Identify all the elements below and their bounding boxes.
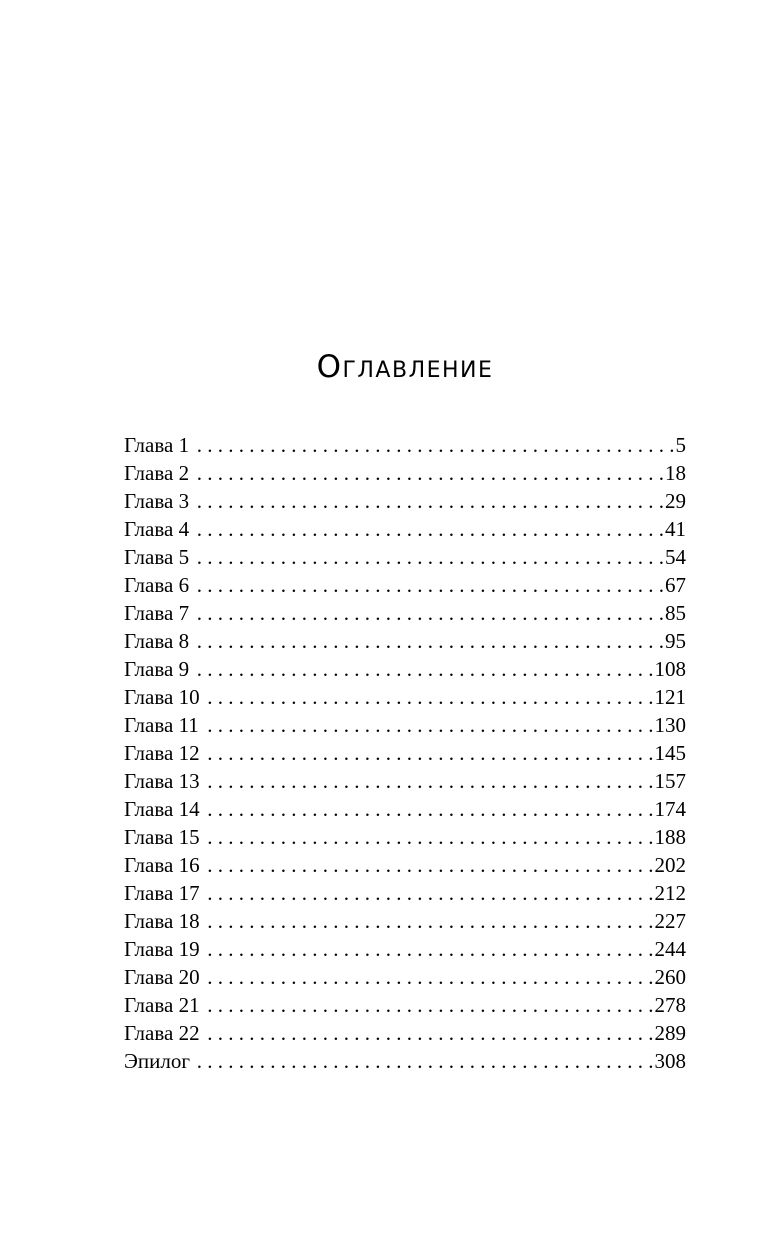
- toc-entry-label: Глава 20: [124, 965, 200, 989]
- dot-leader: [193, 431, 674, 459]
- toc-entry: [124, 487, 686, 515]
- dot-leader: [204, 767, 654, 795]
- toc-entry-page-number: 278: [654, 993, 686, 1017]
- toc-entry-label: Глава 16: [124, 853, 200, 877]
- toc-entry-label: Глава 5: [124, 545, 190, 569]
- toc-entry-label: Глава 10: [124, 685, 200, 709]
- toc-entry-page-number: 108: [654, 657, 686, 681]
- toc-entry: [124, 459, 686, 487]
- toc-entry-label: Глава 4: [124, 517, 190, 541]
- toc-entry-label: Глава 18: [124, 909, 200, 933]
- toc-entry: [124, 823, 686, 851]
- toc-entry-label: Глава 3: [124, 489, 190, 513]
- toc-entry: [124, 515, 686, 543]
- toc-entry-label: Глава 13: [124, 769, 200, 793]
- toc-entry: [124, 431, 686, 459]
- toc-entry-page-number: 308: [654, 1049, 686, 1073]
- toc-entry: [124, 879, 686, 907]
- toc-entry-label: Глава 2: [124, 461, 190, 485]
- toc-entry-label: Глава 21: [124, 993, 200, 1017]
- dot-leader: [193, 655, 653, 683]
- toc-entry: [124, 795, 686, 823]
- dot-leader: [193, 599, 664, 627]
- dot-leader: [204, 683, 654, 711]
- toc-entry-label: Глава 1: [124, 433, 190, 457]
- toc-entry-page-number: 289: [654, 1021, 686, 1045]
- toc-entry-page-number: 5: [675, 433, 686, 457]
- dot-leader: [193, 543, 664, 571]
- dot-leader: [193, 515, 664, 543]
- dot-leader: [204, 879, 654, 907]
- toc-entry: [124, 571, 686, 599]
- toc-entry-page-number: 41: [665, 517, 686, 541]
- toc-entry-label: Глава 14: [124, 797, 200, 821]
- toc-entry-label: Глава 11: [124, 713, 199, 737]
- dot-leader: [193, 459, 664, 487]
- toc-entry-label: Глава 22: [124, 1021, 200, 1045]
- dot-leader: [193, 627, 664, 655]
- toc-entry: [124, 935, 686, 963]
- toc-entry-label: Глава 19: [124, 937, 200, 961]
- toc-entry: [124, 739, 686, 767]
- toc-entry: [124, 543, 686, 571]
- table-of-contents: [124, 431, 686, 1075]
- toc-entry-page-number: 67: [665, 573, 686, 597]
- dot-leader: [204, 739, 654, 767]
- dot-leader: [203, 711, 654, 739]
- toc-entry-page-number: 54: [665, 545, 686, 569]
- dot-leader: [204, 991, 654, 1019]
- dot-leader: [193, 571, 664, 599]
- toc-entry-label: Глава 7: [124, 601, 190, 625]
- toc-entry-page-number: 260: [654, 965, 686, 989]
- dot-leader: [204, 795, 654, 823]
- toc-entry-page-number: 18: [665, 461, 686, 485]
- toc-entry-label: Глава 6: [124, 573, 190, 597]
- toc-entry: [124, 963, 686, 991]
- dot-leader: [204, 851, 654, 879]
- toc-entry: [124, 627, 686, 655]
- dot-leader: [204, 963, 654, 991]
- toc-entry: [124, 711, 686, 739]
- toc-entry: [124, 683, 686, 711]
- dot-leader: [193, 487, 664, 515]
- toc-entry-label: Глава 17: [124, 881, 200, 905]
- toc-entry-page-number: 121: [654, 685, 686, 709]
- dot-leader: [204, 935, 654, 963]
- toc-entry-label: Глава 9: [124, 657, 190, 681]
- toc-entry-page-number: 95: [665, 629, 686, 653]
- dot-leader: [204, 1019, 654, 1047]
- toc-entry-page-number: 157: [654, 769, 686, 793]
- toc-entry: [124, 991, 686, 1019]
- toc-entry: [124, 907, 686, 935]
- toc-entry-page-number: 130: [654, 713, 686, 737]
- dot-leader: [194, 1047, 654, 1075]
- toc-entry-page-number: 227: [654, 909, 686, 933]
- toc-entry: [124, 655, 686, 683]
- toc-entry: [124, 1047, 686, 1075]
- toc-entry-page-number: 202: [654, 853, 686, 877]
- toc-entry-page-number: 244: [654, 937, 686, 961]
- toc-entry-label: Глава 8: [124, 629, 190, 653]
- toc-entry-page-number: 145: [654, 741, 686, 765]
- toc-entry: [124, 599, 686, 627]
- toc-entry-label: Глава 15: [124, 825, 200, 849]
- toc-entry: [124, 851, 686, 879]
- toc-entry: [124, 1019, 686, 1047]
- toc-entry-page-number: 188: [654, 825, 686, 849]
- toc-entry-page-number: 174: [654, 797, 686, 821]
- toc-entry: [124, 767, 686, 795]
- toc-entry-label: Эпилог: [124, 1049, 190, 1073]
- dot-leader: [204, 823, 654, 851]
- toc-entry-page-number: 212: [654, 881, 686, 905]
- toc-entry-page-number: 85: [665, 601, 686, 625]
- page-title: Оглавление: [316, 349, 494, 385]
- toc-entry-label: Глава 12: [124, 741, 200, 765]
- toc-entry-page-number: 29: [665, 489, 686, 513]
- dot-leader: [204, 907, 654, 935]
